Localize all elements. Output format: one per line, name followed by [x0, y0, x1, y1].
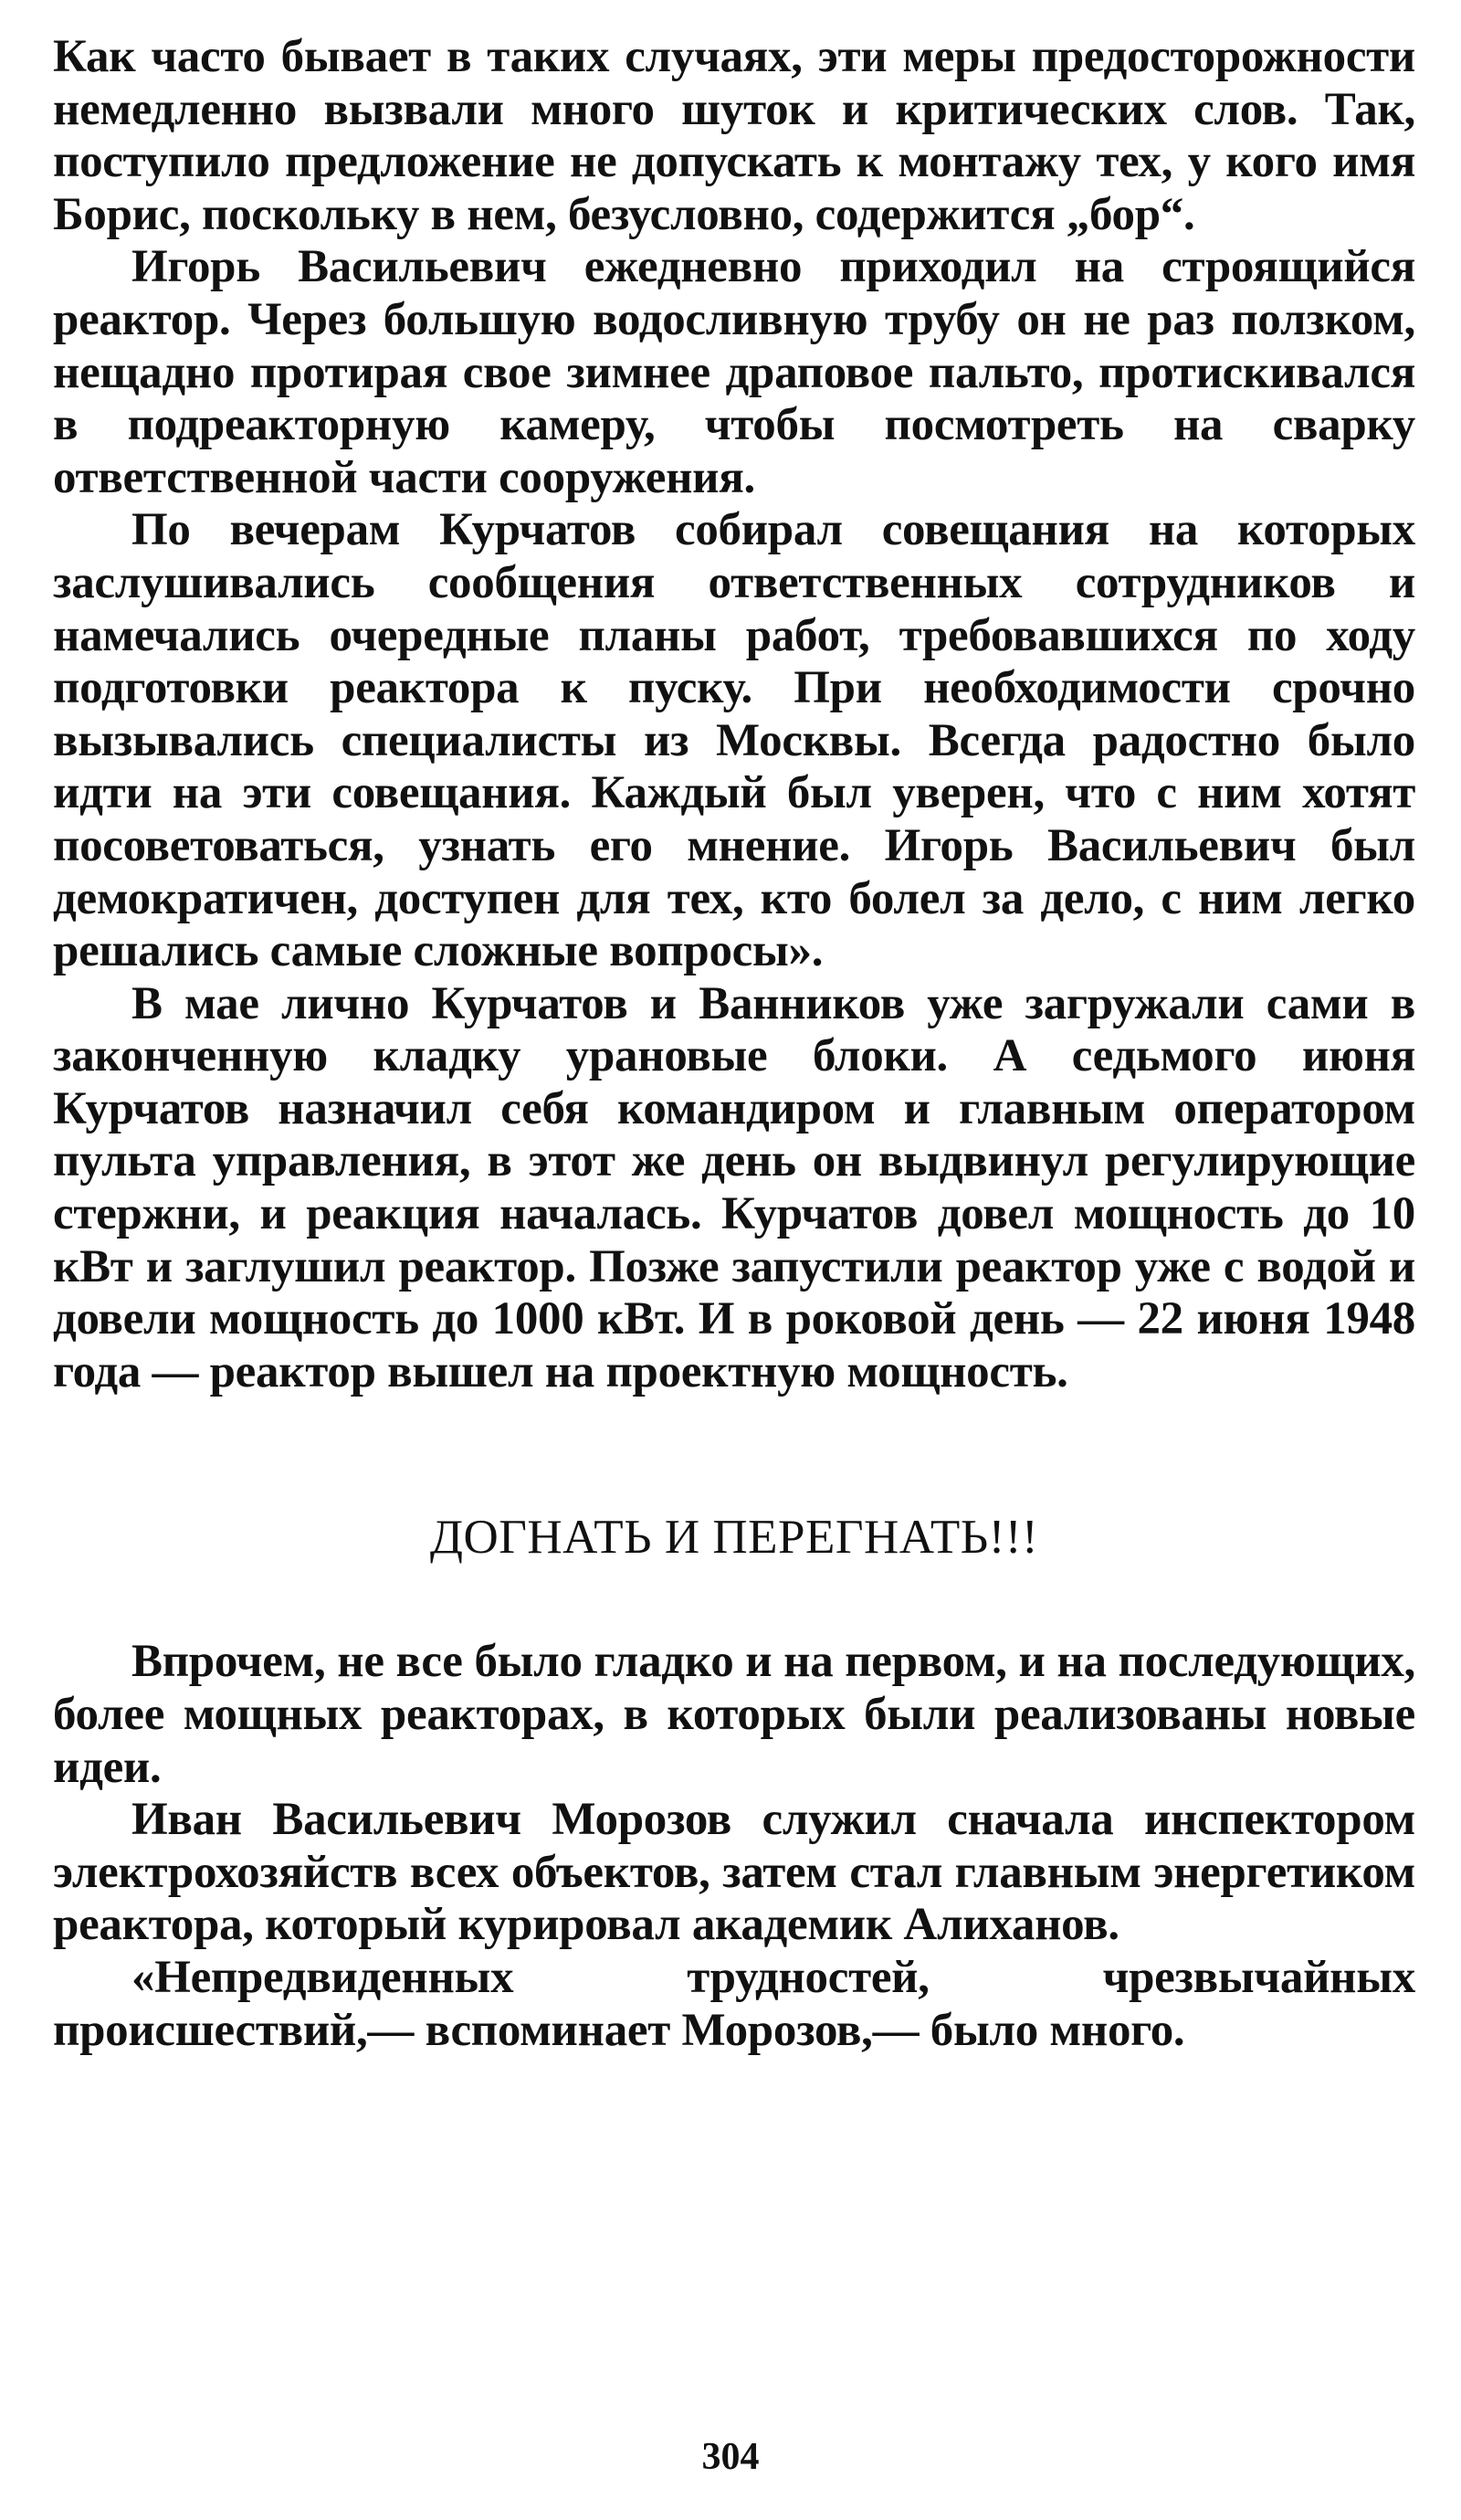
paragraph: Впрочем, не все было гладко и на первом, и на последующих, более мощных реакторах, в которых были реализованы новые идеи.	[53, 1636, 1415, 1793]
paragraph: Игорь Васильевич ежедневно приходил на строящийся реактор. Через большую водосливную трубу он не раз ползком, нещадно протирая свое зимнее драповое пальто, протискивался в подреакторную камеру, чтобы посмотреть на сварку ответственной части сооружения.	[53, 241, 1415, 503]
section-title: ДОГНАТЬ И ПЕРЕГНАТЬ!!!	[429, 1511, 1039, 1565]
paragraph: Иван Васильевич Морозов служил сначала инспектором электрохозяйств всех объектов, затем стал главным энергетиком реактора, который курировал академик Алиханов.	[53, 1794, 1415, 1951]
paragraph: Как часто бывает в таких случаях, эти меры предосторожности немедленно вызвали много шуток и критических слов. Так, поступило предложение не допускать к монтажу тех, у кого имя Борис, поскольку в нем, безусловно, содержится „бор“.	[53, 31, 1415, 240]
page-body	[53, 31, 1415, 2057]
paragraph: «Непредвиденных трудностей, чрезвычайных происшествий,— вспоминает Морозов,— было много.	[53, 1952, 1415, 2056]
page-number: 304	[701, 2436, 760, 2478]
paragraph: По вечерам Курчатов собирал совещания на которых заслушивались сообщения ответственных сотрудников и намечались очередные планы работ, требовавшихся по ходу подготовки реактора к пуску. При необходимости срочно вызывались специалисты из Москвы. Всегда радостно было идти на эти совещания. Каждый был уверен, что с ним хотят посоветоваться, узнать его мнение. Игорь Васильевич был демократичен, доступен для тех, кто болел за дело, с ним легко решались самые сложные вопросы».	[53, 504, 1415, 977]
paragraph: В мае лично Курчатов и Ванников уже загружали сами в законченную кладку урановые блоки. А седьмого июня Курчатов назначил себя командиром и главным оператором пульта управления, в этот же день он выдвинул регулирующие стержни, и реакция началась. Курчатов довел мощность до 10 кВт и заглушил реактор. Позже запустили реактор уже с водой и довели мощность до 1000 кВт. И в роковой день — 22 июня 1948 года — реактор вышел на проектную мощность.	[53, 977, 1415, 1397]
